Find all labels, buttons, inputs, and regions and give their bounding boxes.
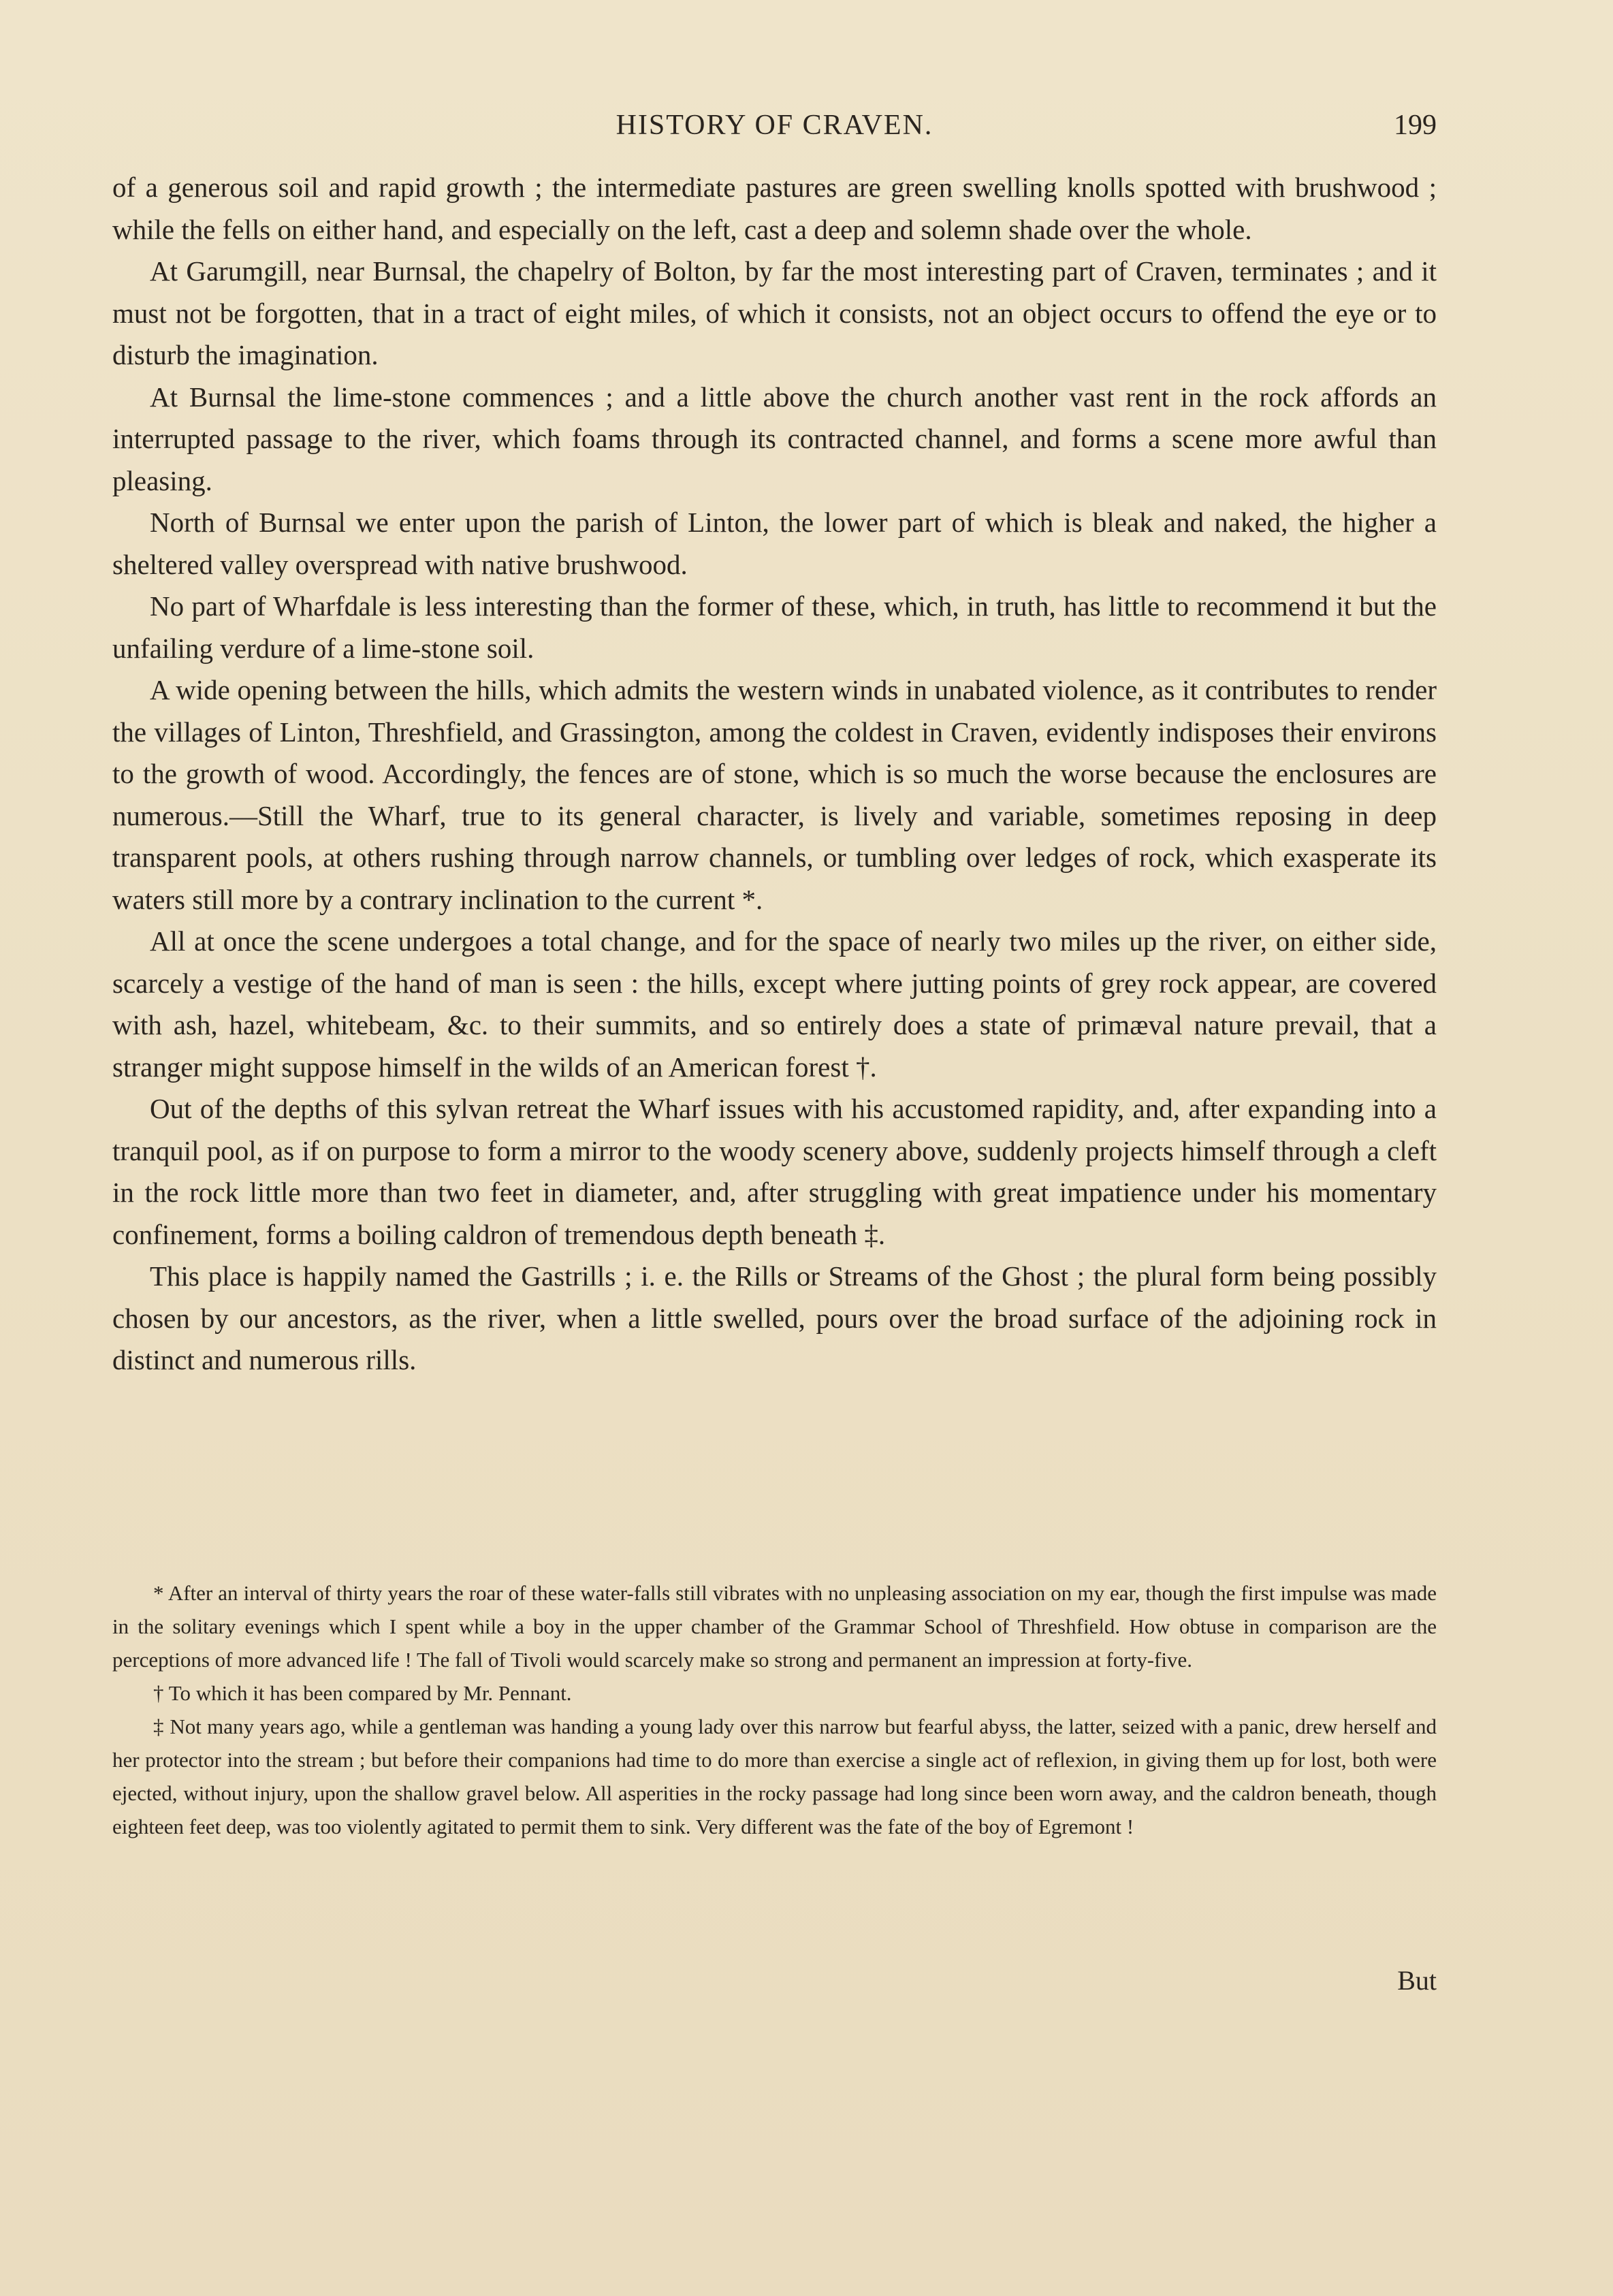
footnotes	[112, 1576, 1437, 1843]
paragraph: Out of the depths of this sylvan retreat the Wharf issues with his accustomed rapidity, and, after expanding into a tranquil pool, as if on purpose to form a mirror to the woody scenery above, suddenly projects himself through a cleft in the rock little more than two feet in diameter, and, after struggling with great impatience under his momentary confinement, forms a boiling caldron of tremendous depth beneath ‡.	[112, 1093, 1437, 1250]
paragraph: All at once the scene undergoes a total change, and for the space of nearly two miles up the river, on either side, scarcely a vestige of the hand of man is seen : the hills, except where jutting points of grey rock appear, are covered with ash, hazel, whitebeam, &c. to their summits, and so entirely does a state of primæval nature prevail, that a stranger might suppose himself in the wilds of an American forest †.	[112, 925, 1437, 1083]
paragraph: This place is happily named the Gastrills ; i. e. the Rills or Streams of the Ghost ; the plural form being possibly chosen by our ancestors, as the river, when a little swelled, pours over the broad surface of the adjoining rock in distinct and numerous rills.	[112, 1260, 1437, 1375]
paragraph: At Burnsal the lime-stone commences ; and a little above the church another vast rent in the rock affords an interrupted passage to the river, which foams through its contracted channel, and forms a scene more awful than pleasing.	[112, 381, 1437, 496]
footnote: † To which it has been compared by Mr. Pennant.	[153, 1681, 572, 1705]
footnote: * After an interval of thirty years the roar of these water-falls still vibrates with no unpleasing association on my ear, though the first impulse was made in the solitary evenings which I spent while a boy in the upper chamber of the Grammar School of Threshfield. How obtuse in comparison are the perceptions of more advanced life ! The fall of Tivoli would scarcely make so strong and permanent an impression at forty-five.	[112, 1581, 1437, 1672]
running-head	[112, 109, 1437, 150]
paragraph: No part of Wharfdale is less interesting than the former of these, which, in truth, has little to recommend it but the unfailing verdure of a lime-stone soil.	[112, 590, 1437, 664]
catchword: But	[1397, 1965, 1437, 1996]
paragraph: At Garumgill, near Burnsal, the chapelry of Bolton, by far the most interesting part of Craven, terminates ; and it must not be forgotten, that in a tract of eight miles, of which it consists, not an object occurs to offend the eye or to disturb the imagination.	[112, 255, 1437, 370]
paragraph: A wide opening between the hills, which admits the western winds in unabated violence, as it contributes to render the villages of Linton, Threshfield, and Grassington, among the coldest in Craven, evidently indisposes their environs to the growth of wood. Accordingly, the fences are of stone, which is so much the worse because the enclosures are numerous.—Still the Wharf, true to its general character, is lively and variable, sometimes reposing in deep transparent pools, at others rushing through narrow channels, or tumbling over ledges of rock, which exasperate its waters still more by a contrary inclination to the current *.	[112, 674, 1437, 915]
footnote: ‡ Not many years ago, while a gentleman was handing a young lady over this narrow but fearful abyss, the latter, seized with a panic, drew herself and her protector into the stream ; but before their companions had time to do more than exercise a single act of reflexion, in giving them up for lost, both were ejected, without injury, upon the shallow gravel below. All asperities in the rocky passage had long since been worn away, and the caldron beneath, though eighteen feet deep, was too violently agitated to permit them to sink. Very different was the fate of the boy of Egremont !	[112, 1715, 1437, 1838]
page-number: 199	[1394, 110, 1437, 141]
body-text	[112, 167, 1437, 1382]
paragraph: North of Burnsal we enter upon the parish of Linton, the lower part of which is bleak and naked, the higher a sheltered valley overspread with native brushwood.	[112, 507, 1437, 580]
running-title: HISTORY OF CRAVEN.	[616, 110, 933, 141]
paragraph: of a generous soil and rapid growth ; the intermediate pastures are green swelling knolls spotted with brushwood ; while the fells on either hand, and especially on the left, cast a deep and solemn shade over the whole.	[112, 172, 1437, 245]
